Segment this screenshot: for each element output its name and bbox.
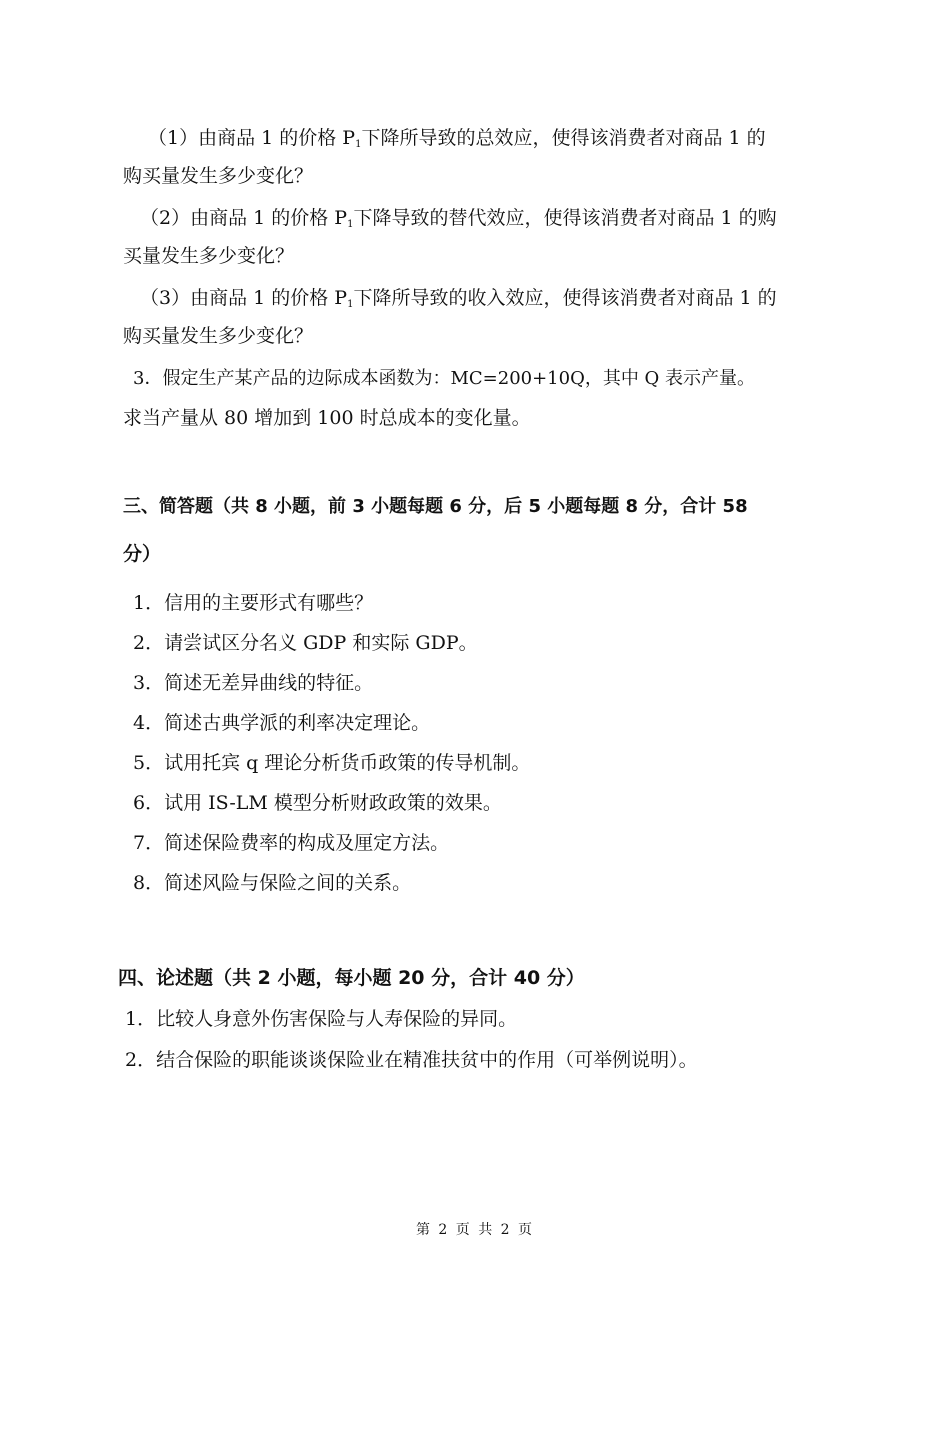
- section3-item-1: 1．信用的主要形式有哪些？: [133, 592, 374, 614]
- q2-line2: 买量发生多少变化？: [123, 245, 295, 267]
- section3-item-5: 5．试用托宾 q 理论分析货币政策的传导机制。: [133, 752, 531, 774]
- problem3-line1: 3．假定生产某产品的边际成本函数为：MC=200+10Q，其中 Q 表示产量。: [133, 368, 756, 389]
- q3-subscript: 1: [347, 299, 354, 310]
- section3-item-6: 6．试用 IS-LM 模型分析财政政策的效果。: [133, 792, 502, 814]
- section3-title-line2: 分）: [123, 543, 162, 565]
- section3-item-7: 7．简述保险费率的构成及厘定方法。: [133, 832, 450, 854]
- q2-text-a: （2）由商品 1 的价格 P: [140, 207, 348, 229]
- q2-text-b: 下降导致的替代效应，使得该消费者对商品 1 的购: [353, 207, 777, 229]
- section3-title-line1: 三、简答题（共 8 小题，前 3 小题每题 6 分，后 5 小题每题 8 分，合计 58: [123, 496, 748, 517]
- q3-line1: [140, 285, 777, 318]
- q1-text-b: 下降所导致的总效应，使得该消费者对商品 1 的: [361, 127, 766, 149]
- q1-subscript: 1: [355, 139, 362, 150]
- section4-title: 四、论述题（共 2 小题，每小题 20 分，合计 40 分）: [118, 967, 585, 989]
- section3-item-2: 2．请尝试区分名义 GDP 和实际 GDP。: [133, 632, 478, 654]
- q3-text-b: 下降所导致的收入效应，使得该消费者对商品 1 的: [353, 287, 777, 309]
- section3-item-3: 3．简述无差异曲线的特征。: [133, 672, 374, 694]
- q3-text-a: （3）由商品 1 的价格 P: [140, 287, 348, 309]
- section4-item-1: 1．比较人身意外伤害保险与人寿保险的异同。: [125, 1008, 518, 1030]
- section4-item-2: 2．结合保险的职能谈谈保险业在精准扶贫中的作用（可举例说明）。: [125, 1049, 698, 1071]
- q3-line2: 购买量发生多少变化？: [123, 325, 314, 347]
- q2-subscript: 1: [347, 219, 354, 230]
- problem3-line2: 求当产量从 80 增加到 100 时总成本的变化量。: [123, 407, 531, 429]
- section3-item-4: 4．简述古典学派的利率决定理论。: [133, 712, 431, 734]
- q2-line1: [140, 205, 777, 238]
- q1-line2: 购买量发生多少变化？: [123, 165, 314, 187]
- page-footer: 第 2 页 共 2 页: [415, 1222, 535, 1238]
- q1-text-a: （1）由商品 1 的价格 P: [148, 127, 356, 149]
- section3-item-8: 8．简述风险与保险之间的关系。: [133, 872, 412, 894]
- q1-line1: [148, 125, 766, 158]
